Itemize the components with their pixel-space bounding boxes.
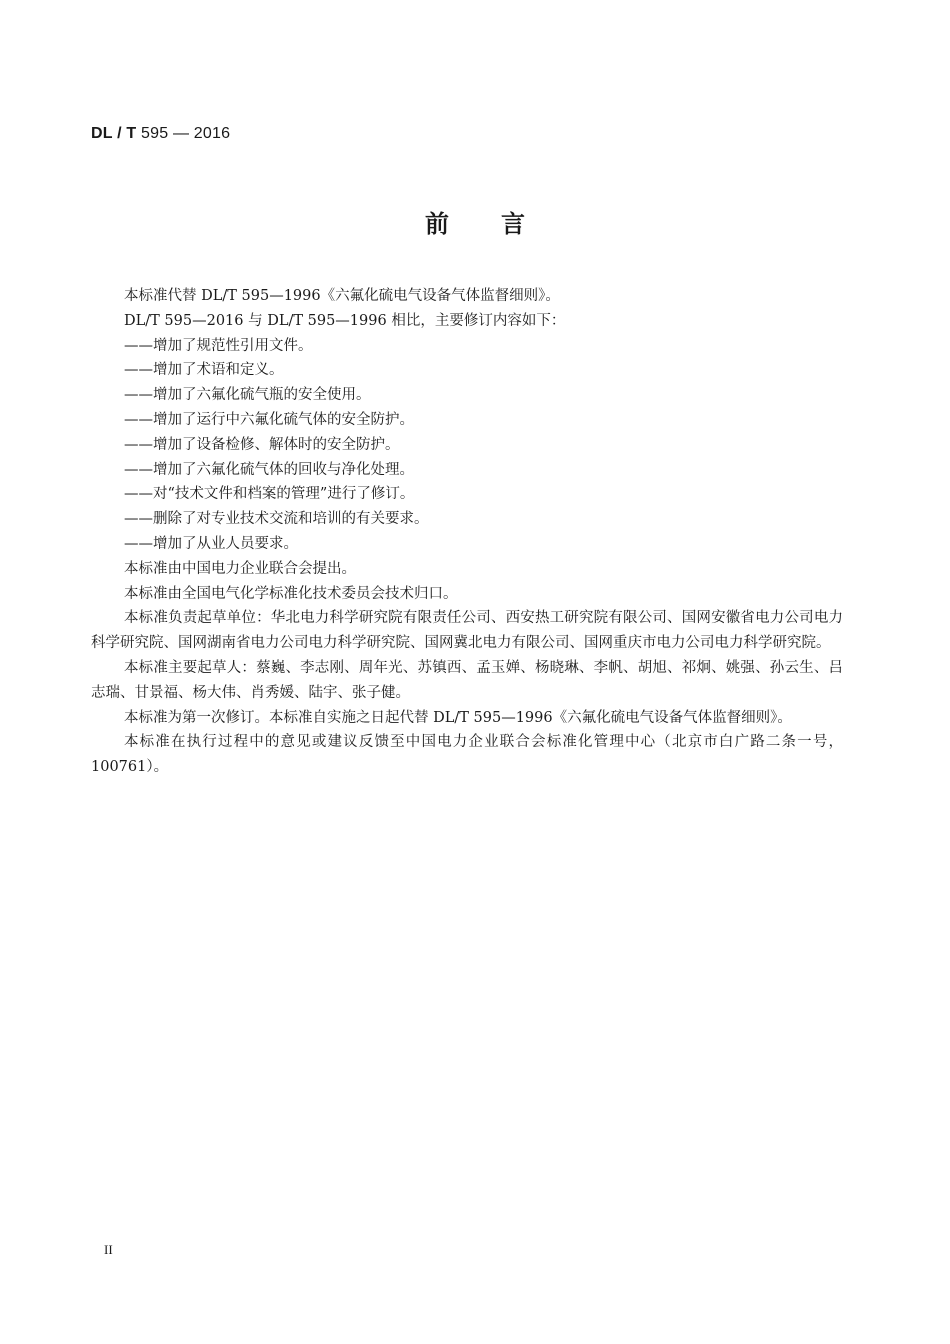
standard-prefix: DL / T: [91, 125, 137, 142]
paragraph-proposer: 本标准由中国电力企业联合会提出。: [124, 560, 356, 577]
list-item: ——增加了术语和定义。: [124, 362, 284, 379]
paragraph-drafting-units: 本标准负责起草单位：华北电力科学研究院有限责任公司、西安热工研究院有限公司、国网安徽省电力公司电力科学研究院、国网湖南省电力公司电力科学研究院、国网冀北电力有限公司、国网重庆市电力公司电力科学研究院。: [91, 610, 843, 652]
standard-number: 595 — 2016: [141, 125, 231, 142]
paragraph-revision: 本标准为第一次修订。本标准自实施之日起代替 DL/T 595—1996《六氟化硫电气设备气体监督细则》。: [124, 709, 792, 726]
paragraph-drafters: 本标准主要起草人：蔡巍、李志刚、周年光、苏镇西、孟玉婵、杨晓琳、李帆、胡旭、祁炯、姚强、孙云生、吕志瑞、甘景福、杨大伟、肖秀媛、陆宇、张子健。: [91, 659, 843, 701]
paragraph-replaces: 本标准代替 DL/T 595—1996《六氟化硫电气设备气体监督细则》。: [124, 288, 560, 304]
list-item: ——增加了运行中六氟化硫气体的安全防护。: [124, 411, 414, 428]
foreword-body: [91, 284, 843, 780]
list-item: ——增加了六氟化硫气体的回收与净化处理。: [124, 461, 414, 478]
page-number: II: [104, 1242, 113, 1257]
page-title: 前言: [425, 210, 577, 238]
standard-code-header: [91, 125, 230, 143]
list-item: ——增加了六氟化硫气瓶的安全使用。: [124, 387, 371, 404]
paragraph-committee: 本标准由全国电气化学标准化技术委员会技术归口。: [124, 585, 458, 602]
list-item: ——增加了设备检修、解体时的安全防护。: [124, 436, 400, 453]
list-item: ——删除了对专业技术交流和培训的有关要求。: [124, 511, 429, 528]
list-item: ——增加了规范性引用文件。: [124, 337, 313, 354]
list-item: ——对“技术文件和档案的管理”进行了修订。: [124, 486, 415, 503]
paragraph-feedback: 本标准在执行过程中的意见或建议反馈至中国电力企业联合会标准化管理中心（北京市白广路二条一号，100761）。: [91, 734, 843, 776]
list-item: ——增加了从业人员要求。: [124, 535, 298, 552]
paragraph-changes-intro: DL/T 595—2016 与 DL/T 595—1996 相比，主要修订内容如下：: [124, 312, 566, 329]
